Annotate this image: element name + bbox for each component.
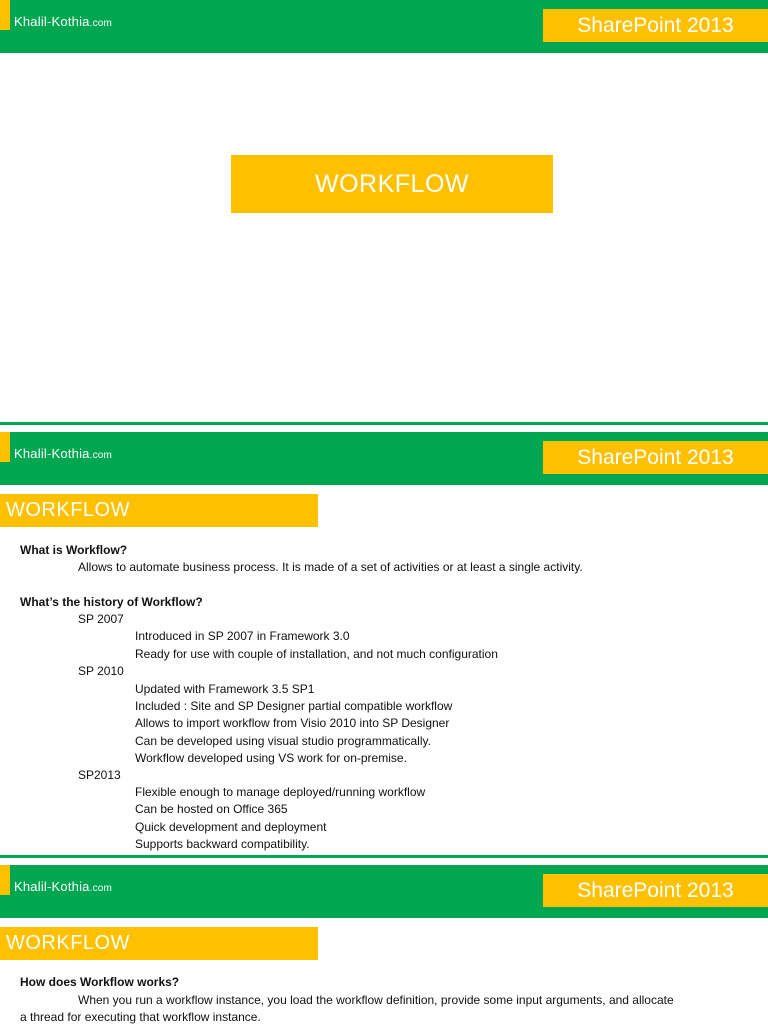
site-tld: .com: [89, 450, 113, 461]
brand-label: SharePoint 2013: [543, 874, 768, 907]
slide-3: [0, 865, 768, 1024]
question-heading: What is Workflow?: [20, 543, 128, 557]
slide-divider: [0, 422, 768, 425]
body-line: Allows to automate business process. It is made of a set of activities or at least a single activity.: [78, 560, 583, 574]
section-title: WORKFLOW: [0, 494, 318, 527]
version-label: SP 2007: [78, 612, 124, 626]
body-line: Ready for use with couple of installation, and not much configuration: [135, 647, 498, 661]
version-label: SP2013: [78, 768, 121, 782]
brand-label: SharePoint 2013: [543, 441, 768, 474]
site-name: Khalil-Kothia: [14, 14, 90, 29]
body-line: Flexible enough to manage deployed/running workflow: [135, 785, 426, 799]
site-logo[interactable]: [14, 446, 112, 461]
header-bar: [0, 0, 768, 53]
body-line: Can be developed using visual studio programmatically.: [135, 734, 431, 748]
site-name: Khalil-Kothia: [14, 446, 90, 461]
site-logo[interactable]: [14, 879, 112, 894]
slide-1: [0, 0, 768, 422]
body-line: Can be hosted on Office 365: [135, 802, 288, 816]
body-line: Quick development and deployment: [135, 820, 327, 834]
body-line: Workflow developed using VS work for on-premise.: [135, 751, 407, 765]
body-line: Introduced in SP 2007 in Framework 3.0: [135, 629, 350, 643]
body-line: Included : Site and SP Designer partial compatible workflow: [135, 699, 453, 713]
header-accent: [0, 432, 10, 462]
body-line: a thread for executing that workflow instance.: [20, 1010, 261, 1024]
site-name: Khalil-Kothia: [14, 879, 90, 894]
slide-title: WORKFLOW: [231, 155, 553, 213]
body-line: Allows to import workflow from Visio 2010 into SP Designer: [135, 716, 450, 730]
slide-2: [0, 432, 768, 853]
question-heading: How does Workflow works?: [20, 975, 180, 989]
site-logo[interactable]: [14, 14, 112, 29]
section-title: WORKFLOW: [0, 927, 318, 960]
question-heading: What’s the history of Workflow?: [20, 595, 203, 609]
site-tld: .com: [89, 883, 113, 894]
header-bar: [0, 865, 768, 918]
version-label: SP 2010: [78, 664, 124, 678]
header-accent: [0, 0, 10, 30]
slide-divider: [0, 855, 768, 858]
header-bar: [0, 432, 768, 485]
header-accent: [0, 865, 10, 895]
site-tld: .com: [89, 18, 113, 29]
body-line: Supports backward compatibility.: [135, 837, 310, 851]
body-line: Updated with Framework 3.5 SP1: [135, 682, 315, 696]
body-line: When you run a workflow instance, you load the workflow definition, provide some input arguments, and allocate: [78, 993, 674, 1007]
brand-label: SharePoint 2013: [543, 9, 768, 42]
